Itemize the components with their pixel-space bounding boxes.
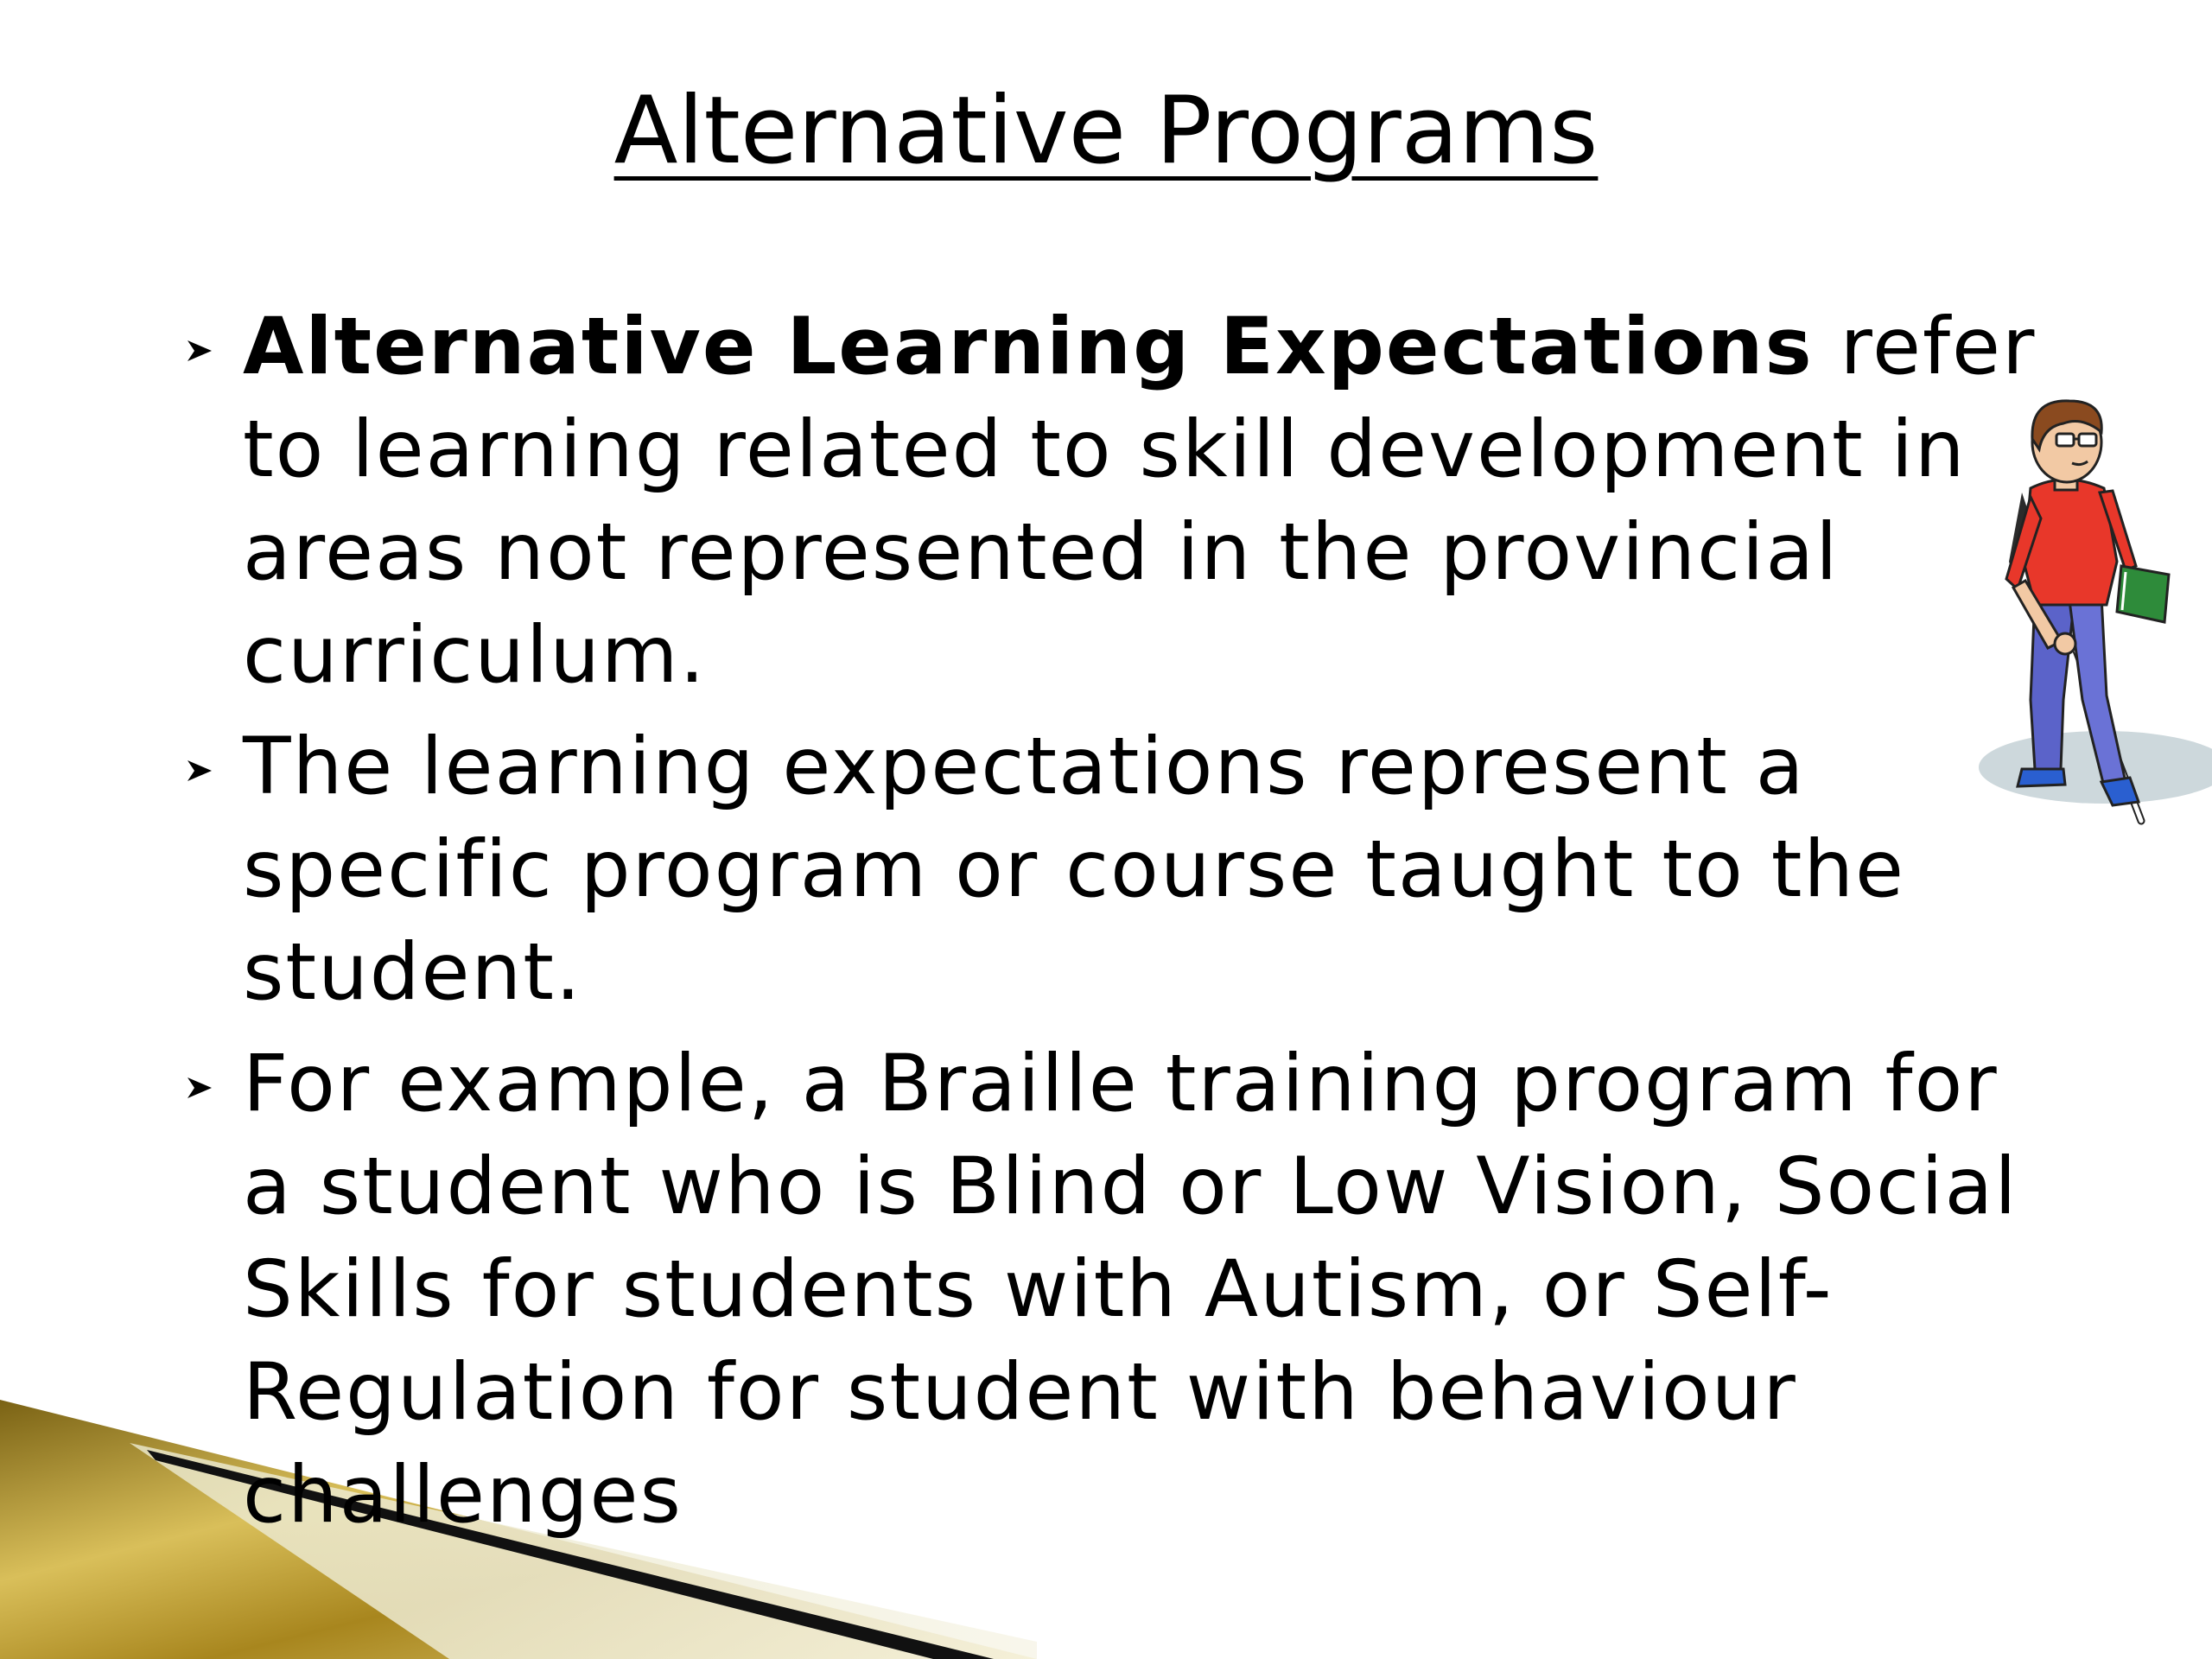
bullet-item [177, 715, 2014, 1024]
bullet-text: refer to learning related to skill development in areas not represented in the provincial curriculum. [243, 302, 2037, 701]
arrowhead-bullet-icon [184, 335, 215, 366]
slide-title-text: Alternative Programs [613, 77, 1599, 185]
bullet-text: For example, a Braille training program for a student who is Blind or Low Vision, Social Skills for students with Autism, or Self-Regulation for student with behaviour challenges [243, 1039, 2018, 1541]
bullet-bold-term: Alternative Learning Expectations [243, 302, 1814, 392]
arrowhead-bullet-icon [184, 1072, 215, 1103]
bullet-text: The learning expectations represent a specific program or course taught to the student. [243, 721, 1906, 1018]
bullet-item [177, 1033, 2057, 1547]
arrowhead-bullet-icon [184, 755, 215, 786]
bullet-list [177, 296, 2078, 1547]
bullet-item [177, 296, 2144, 707]
slide-title [0, 71, 2212, 192]
